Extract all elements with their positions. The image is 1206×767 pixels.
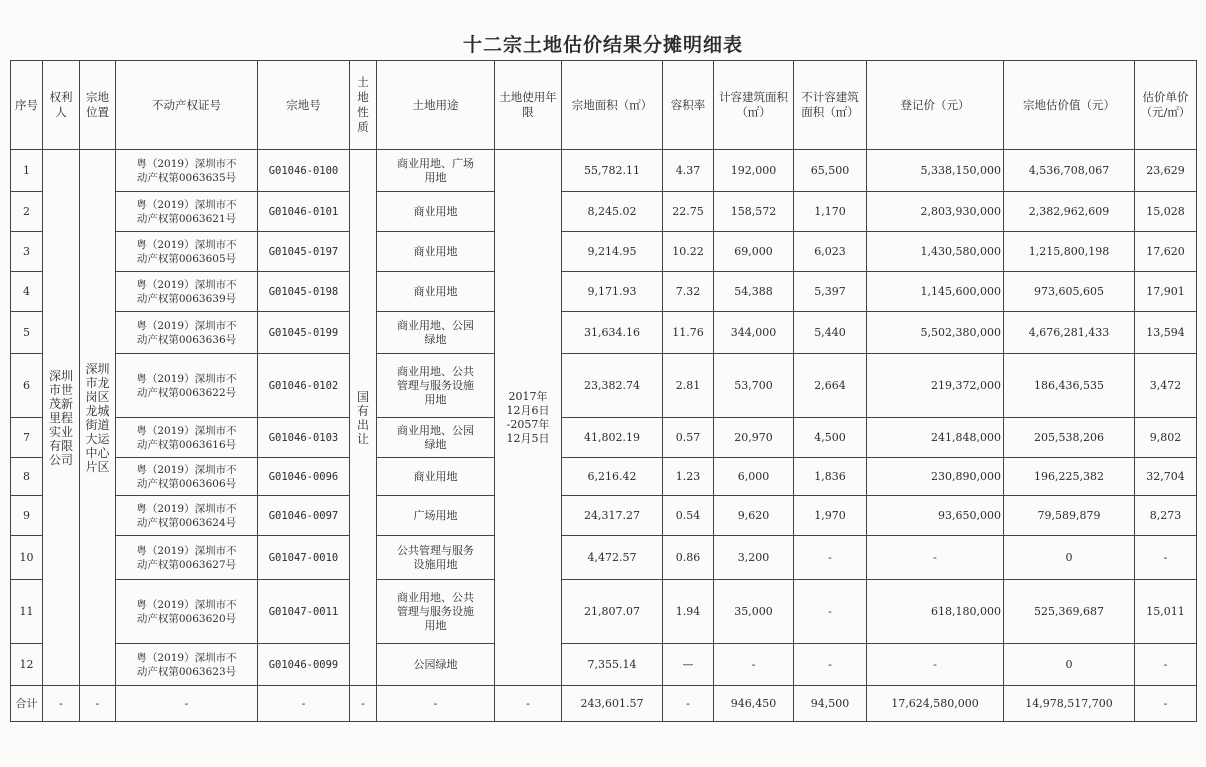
cell-area: 4,472.57 [562, 536, 663, 580]
use-line: 管理与服务设施 [397, 378, 474, 392]
cell-parcel: G01047-0010 [258, 536, 350, 580]
header-term: 土地使用年限 [495, 61, 562, 150]
table-row [11, 496, 1197, 536]
cell-regprice: 5,338,150,000 [867, 150, 1004, 192]
total-location: - [80, 686, 116, 722]
cert-line: 粤（2019）深圳市不 [136, 502, 237, 515]
cell-nongfa: 65,500 [794, 150, 867, 192]
cert-line: 动产权第0063605号 [136, 252, 237, 265]
cell-regprice: 1,145,600,000 [867, 272, 1004, 312]
header-use: 土地用途 [377, 61, 495, 150]
cell-parcel: G01047-0011 [258, 580, 350, 644]
cell-seq: 1 [11, 150, 43, 192]
cell-unitprice: 15,011 [1135, 580, 1197, 644]
cell-use [377, 536, 495, 580]
cell-gfa: 69,000 [714, 232, 794, 272]
total-unitprice: - [1135, 686, 1197, 722]
cell-area: 23,382.74 [562, 354, 663, 418]
total-owner: - [43, 686, 80, 722]
cell-parcel: G01046-0099 [258, 644, 350, 686]
total-term: - [495, 686, 562, 722]
cell-parcel: G01046-0102 [258, 354, 350, 418]
header-owner: 权利人 [43, 61, 80, 150]
cell-far: 0.54 [663, 496, 714, 536]
cell-gfa: 158,572 [714, 192, 794, 232]
cell-nongfa: - [794, 536, 867, 580]
cell-estvalue: 0 [1004, 644, 1135, 686]
cell-gfa: - [714, 644, 794, 686]
cell-regprice: 219,372,000 [867, 354, 1004, 418]
cell-unitprice: 13,594 [1135, 312, 1197, 354]
cell-use: 广场用地 [377, 496, 495, 536]
term-line: 12月5日 [506, 431, 550, 445]
cell-unitprice: 32,704 [1135, 458, 1197, 496]
cell-estvalue: 1,215,800,198 [1004, 232, 1135, 272]
cell-seq: 7 [11, 418, 43, 458]
cell-owner-merged: 深圳市世茂新里程实业有限公司 [43, 150, 80, 686]
cell-seq: 12 [11, 644, 43, 686]
cell-area: 31,634.16 [562, 312, 663, 354]
cell-gfa: 344,000 [714, 312, 794, 354]
cell-gfa: 20,970 [714, 418, 794, 458]
cell-location-merged: 深圳市龙岗区龙城街道大运中心片区 [80, 150, 116, 686]
cell-gfa: 3,200 [714, 536, 794, 580]
cell-area: 9,171.93 [562, 272, 663, 312]
cell-seq: 8 [11, 458, 43, 496]
total-nature: - [350, 686, 377, 722]
total-far: - [663, 686, 714, 722]
table-row [11, 644, 1197, 686]
cell-estvalue: 205,538,206 [1004, 418, 1135, 458]
cell-gfa: 53,700 [714, 354, 794, 418]
cell-parcel: G01046-0096 [258, 458, 350, 496]
cell-regprice: - [867, 536, 1004, 580]
cell-unitprice: 23,629 [1135, 150, 1197, 192]
cell-use: 商业用地 [377, 192, 495, 232]
table-row [11, 580, 1197, 644]
use-line: 设施用地 [413, 557, 458, 571]
cert-line: 粤（2019）深圳市不 [136, 544, 237, 557]
cell-far: 22.75 [663, 192, 714, 232]
table-row [11, 418, 1197, 458]
cert-line: 粤（2019）深圳市不 [136, 198, 237, 211]
cell-area: 55,782.11 [562, 150, 663, 192]
cell-cert [116, 580, 258, 644]
cell-cert [116, 232, 258, 272]
use-line: 商业用地、广场 [397, 156, 474, 170]
header-parcel: 宗地号 [258, 61, 350, 150]
cell-unitprice: 17,620 [1135, 232, 1197, 272]
cell-nongfa: 5,397 [794, 272, 867, 312]
use-line: 公共管理与服务 [397, 543, 474, 557]
cell-area: 6,216.42 [562, 458, 663, 496]
header-gfa: 计容建筑面积（㎡） [714, 61, 794, 150]
cell-far: 1.94 [663, 580, 714, 644]
page-title: 十二宗土地估价结果分摊明细表 [462, 34, 743, 56]
cert-line: 粤（2019）深圳市不 [136, 372, 237, 385]
header-nature: 土地性质 [350, 61, 377, 150]
cell-estvalue: 0 [1004, 536, 1135, 580]
cell-area: 7,355.14 [562, 644, 663, 686]
use-line: 商业用地、公共 [397, 590, 474, 604]
term-line: 12月6日 [506, 403, 550, 417]
use-line: 商业用地、公共 [397, 364, 474, 378]
cell-far: 2.81 [663, 354, 714, 418]
cell-nongfa: 6,023 [794, 232, 867, 272]
cell-use [377, 354, 495, 418]
valuation-table [10, 60, 1197, 722]
header-seq: 序号 [11, 61, 43, 150]
cert-line: 动产权第0063623号 [136, 665, 237, 678]
cell-estvalue: 4,676,281,433 [1004, 312, 1135, 354]
cell-regprice: 1,430,580,000 [867, 232, 1004, 272]
table-row [11, 272, 1197, 312]
cell-gfa: 54,388 [714, 272, 794, 312]
header-nongfa: 不计容建筑面积（㎡） [794, 61, 867, 150]
cell-use [377, 580, 495, 644]
term-line: 2017年 [508, 389, 548, 403]
cell-regprice: 618,180,000 [867, 580, 1004, 644]
cell-unitprice: - [1135, 536, 1197, 580]
cell-area: 21,807.07 [562, 580, 663, 644]
cell-seq: 10 [11, 536, 43, 580]
cert-line: 动产权第0063627号 [136, 558, 237, 571]
total-gfa: 946,450 [714, 686, 794, 722]
header-far: 容积率 [663, 61, 714, 150]
cell-far: 0.57 [663, 418, 714, 458]
cell-estvalue: 186,436,535 [1004, 354, 1135, 418]
cell-seq: 2 [11, 192, 43, 232]
table-row [11, 150, 1197, 192]
cell-cert [116, 536, 258, 580]
use-line: 商业用地、公园 [397, 318, 474, 332]
header-unitprice: 估价单价（元/㎡） [1135, 61, 1197, 150]
total-nongfa: 94,500 [794, 686, 867, 722]
cell-cert [116, 644, 258, 686]
cell-use: 商业用地 [377, 458, 495, 496]
table-row [11, 312, 1197, 354]
cell-use: 公园绿地 [377, 644, 495, 686]
total-use: - [377, 686, 495, 722]
cell-cert [116, 272, 258, 312]
use-line: 商业用地、公园 [397, 423, 474, 437]
cell-gfa: 6,000 [714, 458, 794, 496]
cert-line: 粤（2019）深圳市不 [136, 319, 237, 332]
cell-regprice: 5,502,380,000 [867, 312, 1004, 354]
cert-line: 粤（2019）深圳市不 [136, 598, 237, 611]
cell-nongfa: 2,664 [794, 354, 867, 418]
cert-line: 粤（2019）深圳市不 [136, 651, 237, 664]
header-regprice: 登记价（元） [867, 61, 1004, 150]
cell-seq: 3 [11, 232, 43, 272]
use-line: 用地 [424, 170, 447, 184]
cell-nongfa: 1,170 [794, 192, 867, 232]
cell-parcel: G01046-0103 [258, 418, 350, 458]
cert-line: 粤（2019）深圳市不 [136, 463, 237, 476]
cell-cert [116, 312, 258, 354]
cell-term-merged [495, 150, 562, 686]
cert-line: 粤（2019）深圳市不 [136, 424, 237, 437]
cell-nongfa: - [794, 644, 867, 686]
cell-use: 商业用地 [377, 232, 495, 272]
term-line: -2057年 [506, 417, 550, 431]
cell-cert [116, 496, 258, 536]
cell-estvalue: 973,605,605 [1004, 272, 1135, 312]
cert-line: 动产权第0063635号 [136, 171, 237, 184]
total-cert: - [116, 686, 258, 722]
cert-line: 粤（2019）深圳市不 [136, 238, 237, 251]
table-row [11, 536, 1197, 580]
cell-area: 24,317.27 [562, 496, 663, 536]
cell-use [377, 312, 495, 354]
cell-regprice: 241,848,000 [867, 418, 1004, 458]
cell-area: 9,214.95 [562, 232, 663, 272]
cell-cert [116, 150, 258, 192]
cell-unitprice: 9,802 [1135, 418, 1197, 458]
cell-nongfa: 4,500 [794, 418, 867, 458]
cert-line: 动产权第0063616号 [136, 438, 237, 451]
cell-far: — [663, 644, 714, 686]
cell-nongfa: 1,970 [794, 496, 867, 536]
use-line: 绿地 [424, 332, 447, 346]
cell-parcel: G01046-0097 [258, 496, 350, 536]
use-line: 用地 [424, 618, 447, 632]
cell-cert [116, 192, 258, 232]
cell-parcel: G01045-0197 [258, 232, 350, 272]
cell-nongfa: 1,836 [794, 458, 867, 496]
cell-regprice: 93,650,000 [867, 496, 1004, 536]
cell-use [377, 150, 495, 192]
cell-cert [116, 354, 258, 418]
cert-line: 动产权第0063636号 [136, 333, 237, 346]
cert-line: 粤（2019）深圳市不 [136, 278, 237, 291]
cell-parcel: G01046-0101 [258, 192, 350, 232]
cert-line: 动产权第0063622号 [136, 386, 237, 399]
cell-estvalue: 2,382,962,609 [1004, 192, 1135, 232]
cell-far: 1.23 [663, 458, 714, 496]
total-label: 合计 [11, 686, 43, 722]
cell-seq: 9 [11, 496, 43, 536]
cert-line: 动产权第0063606号 [136, 477, 237, 490]
cell-far: 7.32 [663, 272, 714, 312]
total-parcel: - [258, 686, 350, 722]
table-row [11, 354, 1197, 418]
cell-cert [116, 418, 258, 458]
cell-nature-merged: 国有出让 [350, 150, 377, 686]
header-estvalue: 宗地估价值（元） [1004, 61, 1135, 150]
cell-unitprice: - [1135, 644, 1197, 686]
total-regprice: 17,624,580,000 [867, 686, 1004, 722]
cert-line: 动产权第0063620号 [136, 612, 237, 625]
cell-seq: 6 [11, 354, 43, 418]
cell-regprice: 2,803,930,000 [867, 192, 1004, 232]
cell-area: 41,802.19 [562, 418, 663, 458]
table-row [11, 232, 1197, 272]
cell-far: 4.37 [663, 150, 714, 192]
cell-parcel: G01045-0199 [258, 312, 350, 354]
cell-estvalue: 4,536,708,067 [1004, 150, 1135, 192]
cell-far: 10.22 [663, 232, 714, 272]
total-area: 243,601.57 [562, 686, 663, 722]
cell-far: 0.86 [663, 536, 714, 580]
cert-line: 动产权第0063621号 [136, 212, 237, 225]
total-estvalue: 14,978,517,700 [1004, 686, 1135, 722]
cert-line: 动产权第0063624号 [136, 516, 237, 529]
cell-unitprice: 15,028 [1135, 192, 1197, 232]
cell-gfa: 9,620 [714, 496, 794, 536]
cell-unitprice: 17,901 [1135, 272, 1197, 312]
table-row [11, 192, 1197, 232]
cell-nongfa: - [794, 580, 867, 644]
cert-line: 粤（2019）深圳市不 [136, 157, 237, 170]
cell-unitprice: 8,273 [1135, 496, 1197, 536]
use-line: 用地 [424, 392, 447, 406]
cell-unitprice: 3,472 [1135, 354, 1197, 418]
use-line: 管理与服务设施 [397, 604, 474, 618]
cell-far: 11.76 [663, 312, 714, 354]
cell-parcel: G01046-0100 [258, 150, 350, 192]
cert-line: 动产权第0063639号 [136, 292, 237, 305]
cell-parcel: G01045-0198 [258, 272, 350, 312]
cell-seq: 5 [11, 312, 43, 354]
cell-seq: 11 [11, 580, 43, 644]
cell-estvalue: 196,225,382 [1004, 458, 1135, 496]
header-location: 宗地位置 [80, 61, 116, 150]
cell-area: 8,245.02 [562, 192, 663, 232]
header-area: 宗地面积（㎡） [562, 61, 663, 150]
cell-use: 商业用地 [377, 272, 495, 312]
cell-nongfa: 5,440 [794, 312, 867, 354]
cell-gfa: 192,000 [714, 150, 794, 192]
header-row [11, 61, 1197, 150]
total-row [11, 686, 1197, 722]
cell-regprice: 230,890,000 [867, 458, 1004, 496]
cell-use [377, 418, 495, 458]
cell-seq: 4 [11, 272, 43, 312]
cell-estvalue: 525,369,687 [1004, 580, 1135, 644]
header-cert: 不动产权证号 [116, 61, 258, 150]
cell-gfa: 35,000 [714, 580, 794, 644]
cell-estvalue: 79,589,879 [1004, 496, 1135, 536]
use-line: 绿地 [424, 437, 447, 451]
table-row [11, 458, 1197, 496]
cell-cert [116, 458, 258, 496]
cell-regprice: - [867, 644, 1004, 686]
